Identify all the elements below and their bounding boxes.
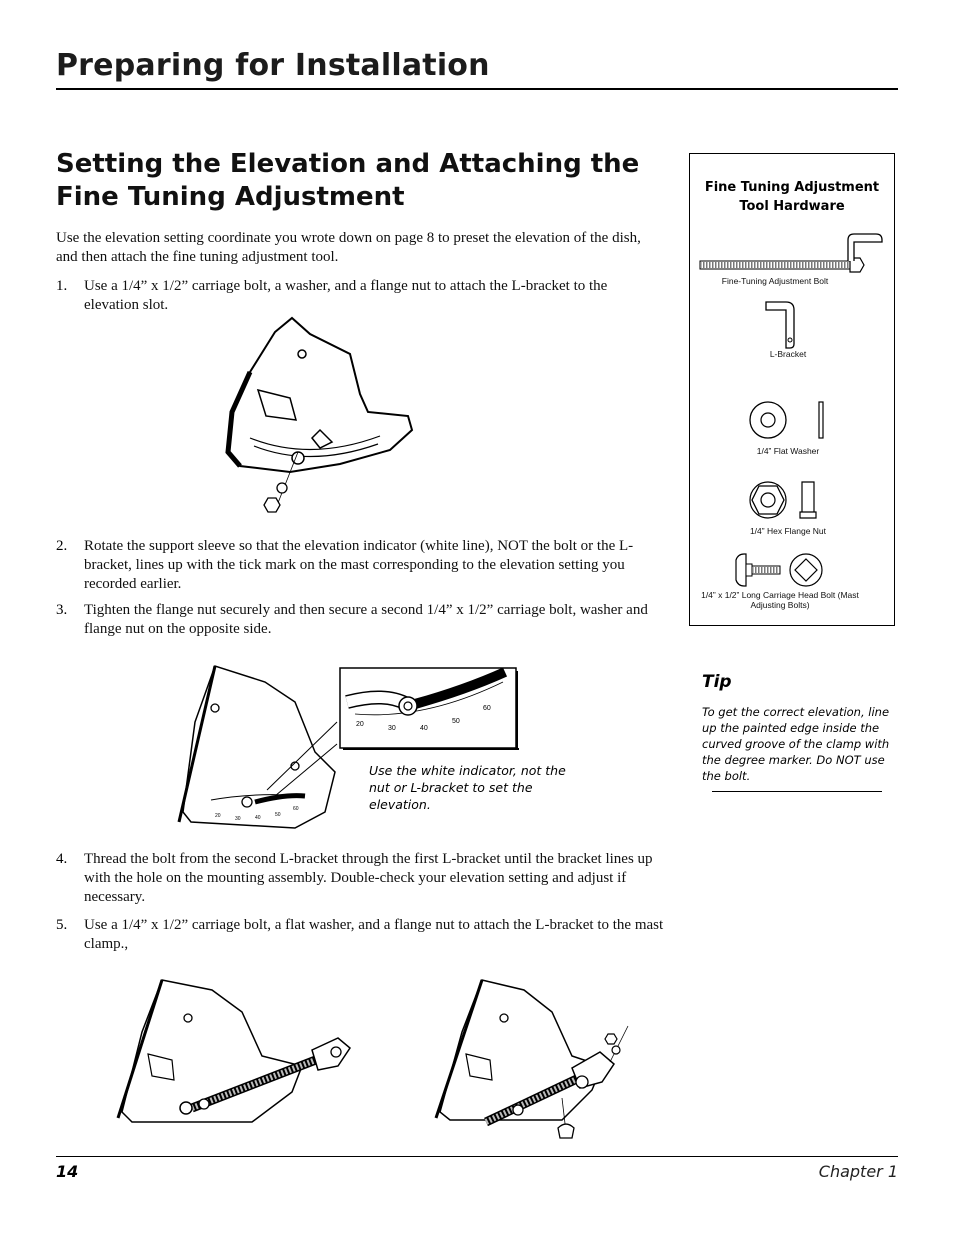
intro-paragraph: Use the elevation setting coordinate you wrote down on page 8 to preset the elevation of the dish, and then attach the fine tuning adjustment tool. bbox=[56, 230, 641, 265]
header-divider bbox=[56, 88, 898, 90]
footer-divider bbox=[56, 1156, 898, 1157]
step-2-text: Rotate the support sleeve so that the elevation indicator (white line), NOT the bolt or the L-bracket, lines up with the tick mark on the mast corresponding to the elevation setting you recorded earlier. bbox=[84, 538, 634, 592]
scale-small-40: 40 bbox=[255, 815, 261, 821]
hardware-sidebar bbox=[689, 153, 895, 626]
step-1-text: Use a 1/4” x 1/2” carriage bolt, a washer, and a flange nut to attach the L-bracket to the elevation slot. bbox=[84, 278, 608, 313]
fine-tuning-bolt-label: Fine-Tuning Adjustment Bolt bbox=[721, 276, 829, 286]
step-4-text: Thread the bolt from the second L-bracket through the first L-bracket until the bracket lines up with the hole on the mounting assembly. Double-check your elevation setting and adjust if necessary. bbox=[84, 851, 653, 905]
fine-tuning-bolt-icon bbox=[700, 228, 890, 278]
scale-large-20: 20 bbox=[356, 721, 364, 728]
chapter-label: Chapter 1 bbox=[818, 1162, 898, 1181]
scale-large-30: 30 bbox=[388, 725, 396, 732]
l-bracket-icon bbox=[764, 300, 804, 350]
step-1-number: 1. bbox=[56, 278, 68, 294]
figure-mast-clamp-bolt bbox=[432, 972, 652, 1152]
l-bracket-label: L-Bracket bbox=[769, 349, 807, 359]
hex-flange-nut-label: 1/4” Hex Flange Nut bbox=[749, 526, 827, 536]
scale-large-60: 60 bbox=[483, 705, 491, 712]
carriage-bolt-icon bbox=[734, 550, 834, 590]
step-5-text: Use a 1/4” x 1/2” carriage bolt, a flat washer, and a flange nut to attach the L-bracket to the mast clamp., bbox=[84, 917, 664, 952]
flat-washer-label: 1/4” Flat Washer bbox=[756, 446, 820, 456]
hex-flange-nut-icon bbox=[748, 480, 838, 520]
section-title: Setting the Elevation and Attaching the Fine Tuning Adjustment bbox=[56, 149, 640, 212]
sidebar-title: Fine Tuning Adjustment Tool Hardware bbox=[704, 180, 880, 214]
tip-divider bbox=[712, 791, 882, 792]
step-4-number: 4. bbox=[56, 851, 68, 867]
scale-small-50: 50 bbox=[275, 812, 281, 818]
step-5-number: 5. bbox=[56, 917, 68, 933]
step-2-number: 2. bbox=[56, 538, 68, 554]
step-3-text: Tighten the flange nut securely and then secure a second 1/4” x 1/2” carriage bolt, washer and flange nut on the opposite side. bbox=[84, 602, 648, 637]
carriage-bolt-label: 1/4” x 1/2” Long Carriage Head Bolt (Mast Adjusting Bolts) bbox=[701, 590, 859, 610]
scale-small-20: 20 bbox=[215, 813, 221, 819]
scale-large-50: 50 bbox=[452, 718, 460, 725]
page-header-title: Preparing for Installation bbox=[56, 48, 490, 83]
figure-threaded-bolt bbox=[112, 972, 357, 1132]
figure-caption: Use the white indicator, not the nut or L-bracket to set the elevation. bbox=[369, 763, 566, 812]
tip-heading: Tip bbox=[702, 672, 732, 692]
scale-small-60: 60 bbox=[293, 806, 299, 812]
page-number: 14 bbox=[56, 1162, 79, 1181]
tip-text: To get the correct elevation, line up the painted edge inside the curved groove of the clamp with the degree marker. Do NOT use the bolt. bbox=[702, 705, 890, 783]
figure-bracket-bolt bbox=[220, 312, 420, 522]
scale-large-40: 40 bbox=[420, 725, 428, 732]
flat-washer-icon bbox=[748, 400, 838, 440]
step-3-number: 3. bbox=[56, 602, 68, 618]
scale-small-30: 30 bbox=[235, 816, 241, 822]
